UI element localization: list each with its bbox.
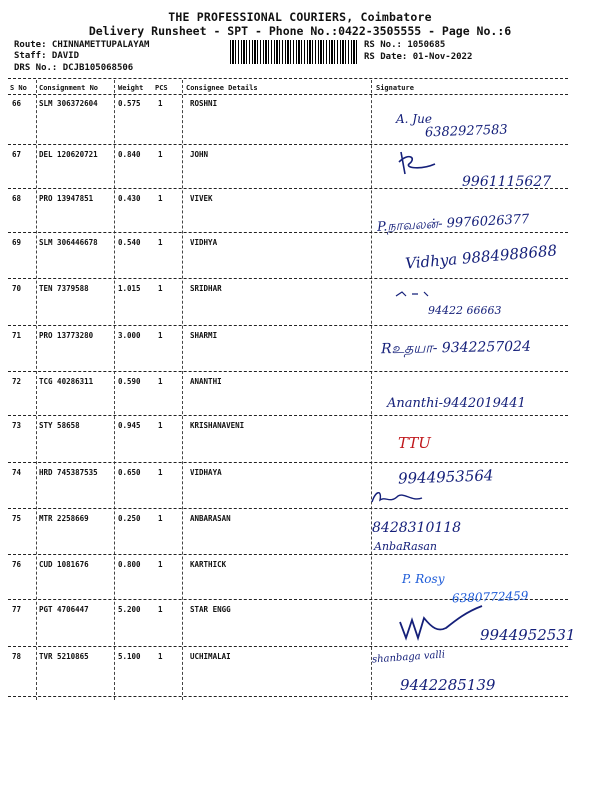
signature-text: 6382927583 [424, 122, 508, 141]
row-divider [8, 232, 568, 233]
column-header-weight: Weight [118, 84, 144, 92]
row-consignment-no: SLM 306372604 [39, 99, 98, 108]
row-consignee: VIVEK [190, 194, 213, 203]
row-sno: 69 [12, 238, 22, 247]
row-sno: 71 [12, 331, 22, 340]
row-divider [8, 415, 568, 416]
row-weight: 5.200 [118, 605, 141, 614]
row-weight: 0.840 [118, 150, 141, 159]
signature-text: 8428310118 [372, 520, 462, 536]
column-divider [182, 80, 183, 700]
rs-date: RS Date: 01-Nov-2022 [364, 52, 473, 62]
row-sno: 72 [12, 377, 22, 386]
signature-text: P. Rosy [402, 572, 445, 586]
row-pcs: 1 [158, 652, 163, 661]
signature-text: P.நாவலன்- 9976026377 [376, 212, 530, 235]
row-pcs: 1 [158, 238, 163, 247]
row-weight: 0.800 [118, 560, 141, 569]
column-divider [36, 80, 37, 700]
row-consignee: VIDHYA [190, 238, 218, 247]
column-divider [371, 80, 372, 700]
signature-text: Ananthi-9442019441 [387, 396, 526, 411]
row-weight: 0.650 [118, 468, 141, 477]
staff-label: Staff: DAVID [14, 51, 80, 61]
column-divider [114, 80, 115, 700]
row-weight: 3.000 [118, 331, 141, 340]
signature-text: AnbaRasan [374, 540, 438, 553]
row-pcs: 1 [158, 421, 163, 430]
row-consignee: VIDHAYA [190, 468, 222, 477]
row-consignment-no: STY 58658 [39, 421, 80, 430]
row-sno: 70 [12, 284, 22, 293]
row-divider [8, 278, 568, 279]
row-consignee: STAR ENGG [190, 605, 231, 614]
row-pcs: 1 [158, 468, 163, 477]
signature-text: 9442285139 [400, 676, 496, 694]
row-weight: 0.540 [118, 238, 141, 247]
row-sno: 73 [12, 421, 22, 430]
row-sno: 66 [12, 99, 22, 108]
signature-scribble [394, 286, 444, 304]
column-header-consignment: Consignment No [39, 84, 99, 92]
row-pcs: 1 [158, 605, 163, 614]
row-divider [8, 696, 568, 697]
row-consignee: KARTHICK [190, 560, 227, 569]
row-weight: 0.590 [118, 377, 141, 386]
row-weight: 5.100 [118, 652, 141, 661]
row-pcs: 1 [158, 150, 163, 159]
row-pcs: 1 [158, 194, 163, 203]
row-divider [8, 462, 568, 463]
row-sno: 78 [12, 652, 22, 661]
row-pcs: 1 [158, 284, 163, 293]
rs-number: RS No.: 1050685 [364, 40, 446, 50]
row-weight: 1.015 [118, 284, 141, 293]
row-weight: 0.250 [118, 514, 141, 523]
signature-text: 6380772459 [451, 588, 529, 606]
column-header-consignee: Consignee Details [186, 84, 258, 92]
row-consignment-no: PRO 13773280 [39, 331, 94, 340]
row-consignment-no: PGT 4706447 [39, 605, 89, 614]
row-consignee: JOHN [190, 150, 209, 159]
signature-text: Rஉதயா- 9342257024 [380, 338, 532, 358]
row-consignee: KRISHANAVENI [190, 421, 245, 430]
row-consignee: UCHIMALAI [190, 652, 231, 661]
row-pcs: 1 [158, 331, 163, 340]
signature-text: 94422 66663 [428, 304, 502, 317]
header-rule-top [8, 78, 568, 79]
column-header-pcs: PCS [155, 84, 168, 92]
row-pcs: 1 [158, 560, 163, 569]
column-header-signature: Signature [376, 84, 414, 92]
row-weight: 0.945 [118, 421, 141, 430]
row-divider [8, 508, 568, 509]
signature-text: 9944953564 [397, 466, 494, 488]
drs-number: DRS No.: DCJB105068506 [14, 63, 134, 73]
row-consignment-no: SLM 306446678 [39, 238, 98, 247]
row-sno: 77 [12, 605, 22, 614]
signature-scribble [368, 486, 428, 510]
row-consignee: ROSHNI [190, 99, 218, 108]
signature-text: Vidhya 9884988688 [404, 241, 558, 273]
row-consignment-no: TEN 7379588 [39, 284, 89, 293]
document-title: THE PROFESSIONAL COURIERS, Coimbatore [168, 10, 432, 24]
row-sno: 75 [12, 514, 22, 523]
signature-scribble [396, 598, 486, 648]
row-divider [8, 554, 568, 555]
row-pcs: 1 [158, 377, 163, 386]
row-consignment-no: DEL 120620721 [39, 150, 98, 159]
row-sno: 76 [12, 560, 22, 569]
route-label: Route: CHINNAMETTUPALAYAM [14, 40, 150, 50]
row-consignee: ANANTHI [190, 377, 222, 386]
row-divider [8, 325, 568, 326]
row-consignee: SHARMI [190, 331, 218, 340]
row-consignment-no: MTR 2258669 [39, 514, 89, 523]
row-weight: 0.430 [118, 194, 141, 203]
signature-text: TTU [398, 434, 431, 452]
barcode [230, 40, 358, 64]
row-sno: 74 [12, 468, 22, 477]
row-consignment-no: CUD 1081676 [39, 560, 89, 569]
signature-text: A. Jue [396, 112, 432, 126]
row-consignment-no: PRO 13947851 [39, 194, 94, 203]
row-sno: 67 [12, 150, 22, 159]
row-consignment-no: TCG 40286311 [39, 377, 94, 386]
column-header-sno: S No [10, 84, 27, 92]
row-divider [8, 144, 568, 145]
row-consignment-no: HRD 745387535 [39, 468, 98, 477]
header-rule-bottom [8, 94, 568, 95]
row-pcs: 1 [158, 99, 163, 108]
row-consignment-no: TVR 5210865 [39, 652, 89, 661]
signature-text: 9961115627 [462, 174, 552, 190]
row-sno: 68 [12, 194, 22, 203]
row-consignee: ANBARASAN [190, 514, 231, 523]
signature-text: shanbaga valli [371, 649, 446, 666]
signature-scribble [395, 148, 445, 178]
signature-text: 9944952531 [480, 626, 576, 644]
row-pcs: 1 [158, 514, 163, 523]
document-subtitle: Delivery Runsheet - SPT - Phone No.:0422-3505555 - Page No.:6 [88, 24, 512, 38]
row-weight: 0.575 [118, 99, 141, 108]
row-consignee: SRIDHAR [190, 284, 222, 293]
row-divider [8, 371, 568, 372]
